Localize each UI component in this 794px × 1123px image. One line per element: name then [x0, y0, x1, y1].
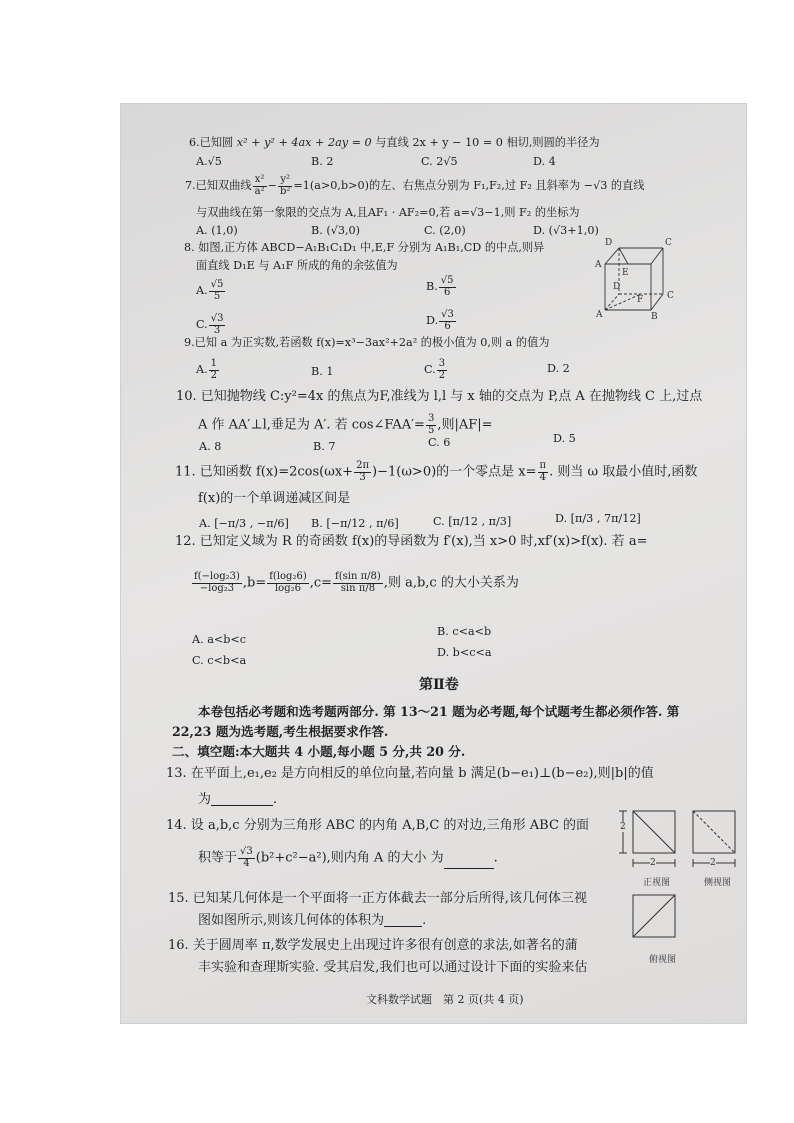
q15-answer-blank[interactable] [384, 915, 422, 927]
q11-line1: 11. 已知函数 f(x)=2cos(ωx+ $\frac{2\pi}{3}$ )−1(ω>0)的一个零点是 x= $\frac{\pi}{4}$ . 则当 ω 取最小值时,函数 [175, 460, 698, 483]
q8-option-b: B. $\frac{√5}{6}$ [426, 275, 454, 298]
q9-option-b: B. 1 [311, 365, 334, 378]
q14-line2: 积等于 $\frac{√3}{4}$ (b²+c²−a²),则内角 A 的大小 为 . [198, 846, 498, 869]
q10-option-c: C. 6 [428, 436, 451, 449]
front-view-caption: 正视图 [643, 878, 671, 888]
q9-stem: 9.已知 a 为正实数,若函数 f(x)=x³−3ax²+2a² 的极小值为 0,则 a 的值为 [184, 336, 550, 349]
top-view-caption: 俯视图 [649, 955, 677, 965]
q10-line2: A 作 AA′⊥l,垂足为 A′. 若 cos∠FAA′= $\frac{3}{5}$ ,则|AF|= [198, 413, 493, 436]
q12-option-a: A. a<b<c [192, 633, 247, 646]
q15-line2: 图如图所示,则该几何体的体积为 . [198, 913, 427, 928]
q6-stem: 6.已知圆 x² + y² + 4ax + 2ay = 0 与直线 2x + y − 10 = 0 相切,则圆的半径为 [189, 136, 600, 149]
q10-option-d: D. 5 [553, 432, 576, 445]
q6-option-b: B. 2 [311, 155, 334, 168]
q8-option-d: D. $\frac{√3}{6}$ [426, 309, 454, 332]
front-view-width-label: 2 [650, 858, 656, 868]
q10-line1: 10. 已知抛物线 C:y²=4x 的焦点为F,准线为 l,l 与 x 轴的交点为 P,点 A 在抛物线 C 上,过点 [176, 389, 703, 404]
side-view-caption: 侧视图 [704, 878, 732, 888]
q6-option-d: D. 4 [533, 155, 556, 168]
q14-line1: 14. 设 a,b,c 分别为三角形 ABC 的内角 A,B,C 的对边,三角形 ABC 的面 [166, 818, 590, 833]
q15-line1: 15. 已知某几何体是一个平面将一正方体截去一部分后所得,该几何体三视 [168, 891, 587, 906]
q10-option-b: B. 7 [313, 440, 336, 453]
front-view-height-label: 2 [620, 822, 626, 832]
cube-label-d: D [613, 282, 621, 292]
q6-option-c: C. 2√5 [421, 155, 458, 168]
cube-label-a1: A [595, 260, 602, 270]
page-footer: 文科数学试题 第 2 页(共 4 页) [366, 993, 524, 1006]
q8-option-a: A. $\frac{√5}{5}$ [196, 279, 224, 302]
q11-line2: f(x)的一个单调递减区间是 [198, 491, 351, 506]
exam-page [121, 104, 746, 1023]
cube-label-b: B [651, 312, 658, 322]
section-heading-fill-in: 二、填空题:本大题共 4 小题,每小题 5 分,共 20 分. [172, 744, 466, 759]
q16-line1: 16. 关于圆周率 π,数学发展史上出现过许多很有创意的求法,如著名的蒲 [168, 938, 578, 953]
q7-option-c: C. (2,0) [424, 224, 466, 237]
top-view-figure [629, 891, 679, 941]
q9-option-a: A. $\frac{1}{2}$ [196, 358, 218, 381]
q12-option-c: C. c<b<a [192, 654, 247, 667]
q8-line2: 面直线 D₁E 与 A₁F 所成的角的余弦值为 [196, 259, 398, 272]
q11-option-a: A. [−π/3 , −π/6] [199, 517, 289, 530]
q12-line2: $\frac{\text{f(−log₂3)}}{\text{−log₂3}}$ ,b= $\frac{\text{f(log₂6)}}{\text{log₂6}}$ ,c= $\frac{\text{f(sin π/8)}}{\text{sin π/8}}$ ,则 a,b,c 的大小关系为 [194, 571, 519, 594]
cube-figure [593, 242, 673, 322]
side-view-width-label: 2 [710, 858, 716, 868]
q13-line2: 为 . [198, 792, 278, 807]
part2-title: 第Ⅱ卷 [419, 677, 459, 693]
q13-answer-blank[interactable] [211, 794, 273, 806]
q9-option-c: C. $\frac{3}{2}$ [424, 358, 446, 381]
q12-option-b: B. c<a<b [437, 625, 492, 638]
q7-option-d: D. (√3+1,0) [533, 224, 599, 237]
cube-label-d1: D [605, 238, 613, 248]
q7-option-b: B. (√3,0) [311, 224, 360, 237]
cube-label-c1: C [665, 238, 672, 248]
q11-option-b: B. [−π/12 , π/6] [311, 517, 399, 530]
q7-line2: 与双曲线在第一象限的交点为 A,且AF₁ · AF₂=0,若 a=√3−1,则 F₂ 的坐标为 [196, 206, 580, 219]
q6-option-a: A.√5 [196, 155, 222, 168]
q16-line2: 丰实验和查理斯实验. 受其启发,我们也可以通过设计下面的实验来估 [198, 960, 588, 975]
part2-intro-line2: 22,23 题为选考题,考生根据要求作答. [172, 724, 389, 739]
q12-line1: 12. 已知定义域为 R 的奇函数 f(x)的导函数为 f′(x),当 x>0 时,xf′(x)>f(x). 若 a= [175, 534, 648, 549]
cube-label-e: E [622, 268, 629, 278]
q10-option-a: A. 8 [199, 440, 222, 453]
q7-line1: 7.已知双曲线 $\frac{\text{x²}}{\text{a²}}$ − $\frac{\text{y²}}{\text{b²}}$ =1(a>0,b>0)的左、右焦点分别为 F₁,F₂,过 F₂ 且斜率为 −√3 的直线 [185, 174, 645, 197]
q12-option-d: D. b<c<a [437, 646, 492, 659]
q8-option-c: C. $\frac{√3}{3}$ [196, 313, 224, 336]
q9-option-d: D. 2 [547, 362, 570, 375]
cube-label-a: A [596, 310, 603, 320]
q13-line1: 13. 在平面上,e₁,e₂ 是方向相反的单位向量,若向量 b 满足(b−e₁)⊥(b−e₂),则|b|的值 [166, 766, 654, 781]
cube-label-c: C [667, 291, 674, 301]
front-view-height-dimension [617, 807, 629, 857]
q7-option-a: A. (1,0) [196, 224, 238, 237]
q8-line1: 8. 如图,正方体 ABCD−A₁B₁C₁D₁ 中,E,F 分别为 A₁B₁,CD 的中点,则异 [184, 241, 545, 254]
part2-intro-line1: 本卷包括必考题和选考题两部分. 第 13～21 题为必考题,每个试题考生都必须作答. 第 [198, 704, 680, 719]
q14-answer-blank[interactable] [444, 857, 494, 869]
q11-option-d: D. [π/3 , 7π/12] [555, 512, 641, 525]
q11-option-c: C. [π/12 , π/3] [433, 515, 512, 528]
cube-label-f: F [637, 295, 644, 305]
